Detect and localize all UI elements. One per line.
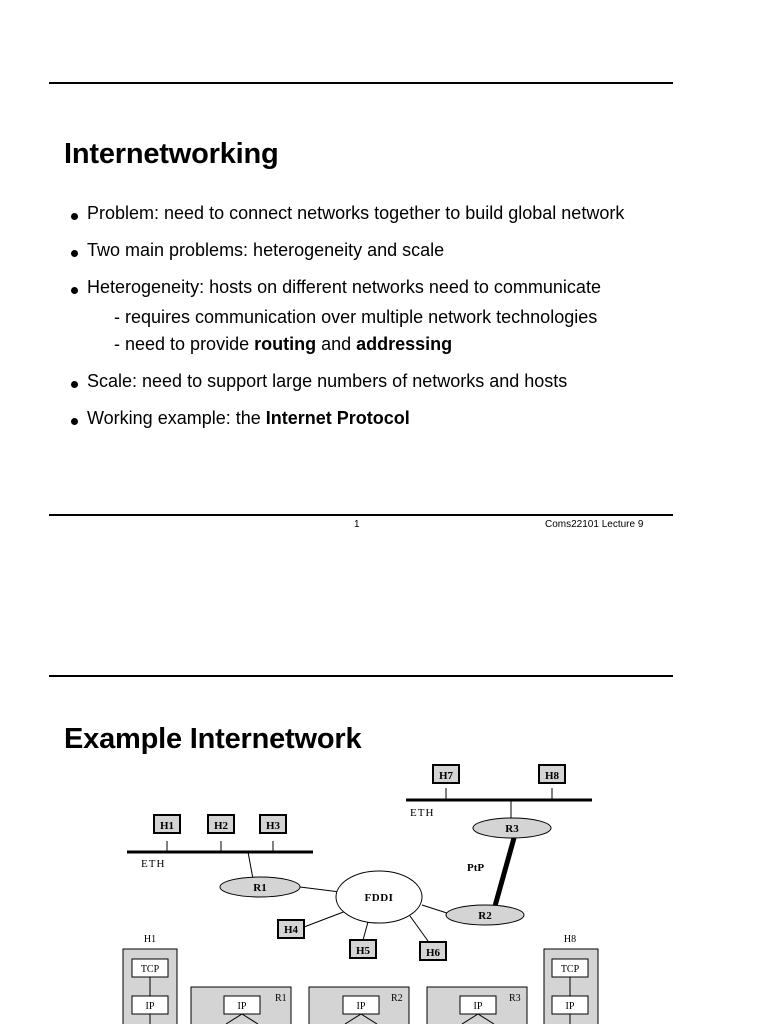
stack-r1-ip-label: IP (237, 1001, 247, 1012)
router-r2-label: R2 (478, 910, 492, 922)
bullet-working-example-pre: Working example: the (87, 408, 266, 428)
h4-fddi-link (304, 911, 346, 927)
stack-h1-ip-label: IP (145, 1001, 155, 1012)
r1-fddi-link (300, 887, 340, 892)
bullet-scale (68, 370, 668, 392)
eth-right-label: ETH (410, 807, 435, 819)
slide1-top-rule (49, 82, 673, 84)
sub-bullet-technologies-text: - requires communication over multiple network technologies (114, 307, 598, 327)
sub-bullet-routing (87, 333, 668, 355)
stack-h1-tcp-label: TCP (140, 964, 160, 975)
stack-r3-ip-label: IP (473, 1001, 483, 1012)
routing-bold: routing (254, 334, 317, 354)
internetwork-diagram (0, 756, 768, 1024)
host-h3-label: H3 (265, 820, 281, 832)
router-r3-label: R3 (505, 823, 519, 835)
fddi-label: FDDI (364, 892, 394, 904)
stack-h1-label: H1 (143, 934, 157, 945)
stack-h8-tcp-label: TCP (560, 964, 580, 975)
bullet-problem-text: Problem: need to connect networks together to build global network (87, 203, 625, 223)
eth-left-label: ETH (141, 858, 166, 870)
host-h1-label: H1 (159, 820, 175, 832)
r2-fddi-link (422, 905, 450, 914)
host-h2-label: H2 (213, 820, 229, 832)
host-h4-label: H4 (283, 924, 299, 936)
bullet-working-example (68, 407, 668, 429)
router-r1-label: R1 (253, 882, 267, 894)
internet-protocol-bold: Internet Protocol (265, 408, 410, 428)
h5-fddi-link (363, 922, 368, 940)
ptp-link (495, 838, 514, 906)
ptp-label: PtP (467, 862, 485, 874)
stack-r1-label: R1 (275, 993, 287, 1004)
bullet-problem (68, 202, 668, 224)
sub-bullet-routing-mid: and (316, 334, 357, 354)
bullet-heterogeneity-text: Heterogeneity: hosts on different networks need to communicate (87, 277, 601, 297)
h6-fddi-link (410, 916, 428, 941)
slide1-title: Internetworking (64, 138, 279, 170)
stack-r3-label: R3 (509, 993, 521, 1004)
lecture-label: Coms22101 Lecture 9 (545, 519, 644, 530)
host-h5-label: H5 (355, 945, 371, 957)
sub-bullet-technologies (87, 306, 668, 328)
addressing-bold: addressing (356, 334, 453, 354)
host-h8-label: H8 (544, 770, 560, 782)
slide2-title: Example Internetwork (64, 723, 362, 755)
host-h6-label: H6 (425, 947, 441, 959)
slide1-bullet-list (68, 202, 668, 444)
slide2-top-rule (49, 675, 673, 677)
stack-r2-label: R2 (391, 993, 403, 1004)
r1-eth-link (248, 852, 253, 879)
slide1-bottom-rule (49, 514, 673, 516)
page-number: 1 (354, 519, 360, 530)
stack-r2-ip-label: IP (356, 1001, 366, 1012)
host-h7-label: H7 (438, 770, 454, 782)
bullet-scale-text: Scale: need to support large numbers of networks and hosts (87, 371, 568, 391)
stack-h8-ip-label: IP (565, 1001, 575, 1012)
stack-h8-label: H8 (563, 934, 577, 945)
bullet-main-problems (68, 239, 668, 261)
sub-bullet-routing-pre: - need to provide (114, 334, 255, 354)
bullet-main-problems-text: Two main problems: heterogeneity and scale (87, 240, 445, 260)
bullet-heterogeneity (68, 276, 668, 355)
